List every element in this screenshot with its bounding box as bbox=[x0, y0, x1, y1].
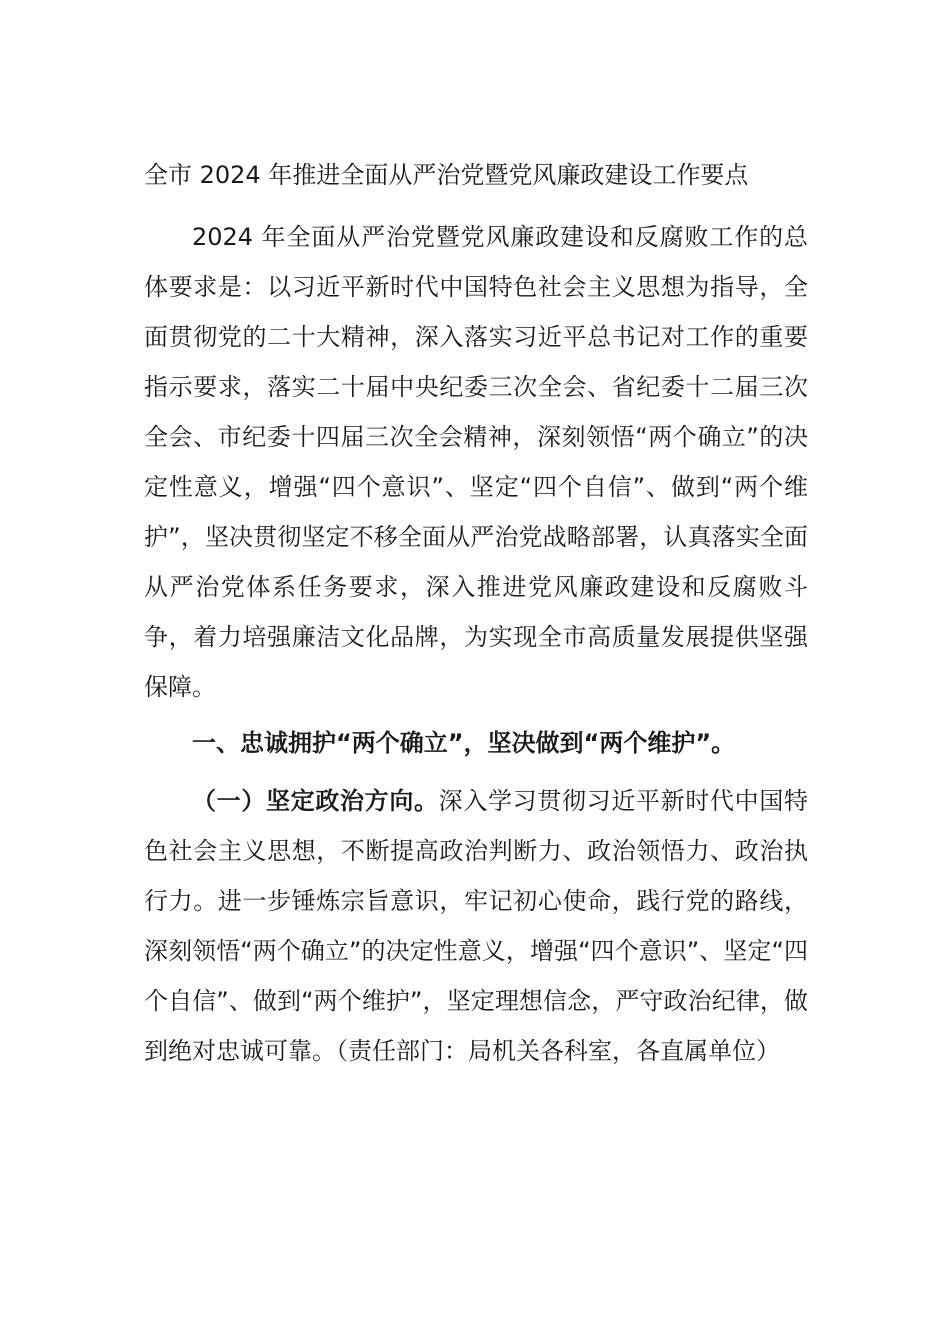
item-text: 深入学习贯彻习近平新时代中国特色社会主义思想，不断提高政治判断力、政治领悟力、政治执行力。进一步锤炼宗旨意识，牢记初心使命，践行党的路线，深刻领悟“两个确立”的决定性意义，增强“四个意识”、坚定“四个自信”、做到“两个维护”，坚定理想信念，严守政治纪律，做到绝对忠诚可靠。（责任部门：局机关各科室，各直属单位） bbox=[144, 787, 809, 1065]
item-lead: （一）坚定政治方向。 bbox=[192, 787, 439, 815]
section-heading: 一、忠诚拥护“两个确立”，坚决做到“两个维护”。 bbox=[192, 729, 736, 757]
intro-paragraph: 2024 年全面从严治党暨党风廉政建设和反腐败工作的总体要求是：以习近平新时代中国特色社会主义思想为指导，全面贯彻党的二十大精神，深入落实习近平总书记对工作的重要指示要求，落实二十届中央纪委三次全会、省纪委十二届三次全会、市纪委十四届三次全会精神，深刻领悟“两个确立”的决定性意义，增强“四个意识”、坚定“四个自信”、做到“两个维护”，坚决贯彻坚定不移全面从严治党战略部署，认真落实全面从严治党体系任务要求，深入推进党风廉政建设和反腐败斗争，着力培强廉洁文化品牌，为实现全市高质量发展提供坚强保障。 bbox=[144, 223, 808, 701]
document-title: 全市 2024 年推进全面从严治党暨党风廉政建设工作要点 bbox=[144, 161, 749, 189]
item-paragraph bbox=[144, 776, 808, 1076]
